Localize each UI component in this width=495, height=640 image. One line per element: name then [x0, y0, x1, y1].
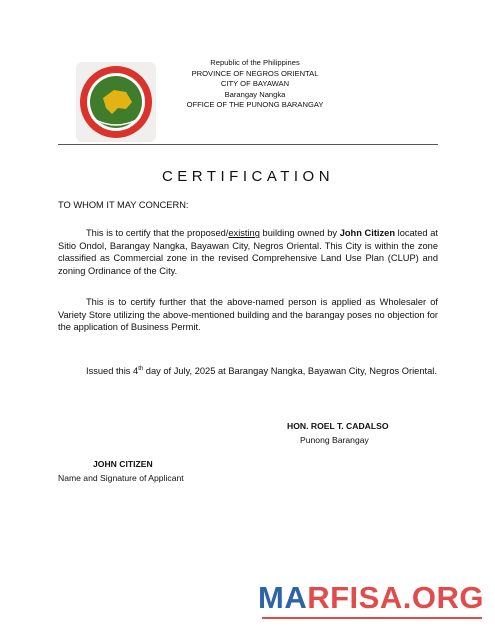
signatory-title: Punong Barangay [300, 435, 369, 445]
ordinal-suffix: th [138, 365, 144, 372]
existing-underlined: existing [228, 228, 260, 238]
letterhead-line-city: CITY OF BAYAWAN [220, 79, 290, 89]
letterhead-line-office: OFFICE OF THE PUNONG BARANGAY [186, 100, 324, 110]
salutation: TO WHOM IT MAY CONCERN: [58, 200, 189, 210]
letterhead [170, 58, 340, 111]
paragraph-1: This is to certify that the proposed/existing building owned by John Citizen located at Sitio Ondol, Barangay Nangka, Bayawan City, Negros Oriental. This City is within the zone classified as Commercial zone in the revised Comprehensive Land Use Plan (CLUP) and zoning Ordinance of the City. [58, 228, 438, 276]
paragraph-2: This is to certify further that the above-named person is applied as Wholesaler of Variety Store utilizing the above-mentioned building and the barangay poses no objection for the application of Business Permit. [58, 297, 438, 333]
watermark-logo [258, 580, 484, 616]
watermark-part-1: MA [258, 580, 308, 615]
paragraph-3: Issued this 4th day of July, 2025 at Barangay Nangka, Bayawan City, Negros Oriental. [86, 365, 437, 376]
barangay-seal-logo [76, 62, 156, 142]
letterhead-line-province: PROVINCE OF NEGROS ORIENTAL [191, 68, 319, 78]
watermark-underline [262, 617, 482, 619]
owner-name: John Citizen [339, 228, 395, 238]
header-divider [58, 144, 438, 145]
document-title: CERTIFICATION [161, 168, 335, 185]
applicant-name: JOHN CITIZEN [93, 459, 153, 469]
applicant-signature-label: Name and Signature of Applicant [58, 473, 184, 483]
barangay-seal-icon [76, 62, 156, 142]
letterhead-line-country: Republic of the Philippines [210, 58, 300, 67]
watermark-part-2: RFISA.ORG [307, 580, 484, 615]
signatory-name: HON. ROEL T. CADALSO [287, 421, 389, 431]
letterhead-line-barangay: Barangay Nangka [224, 89, 286, 99]
